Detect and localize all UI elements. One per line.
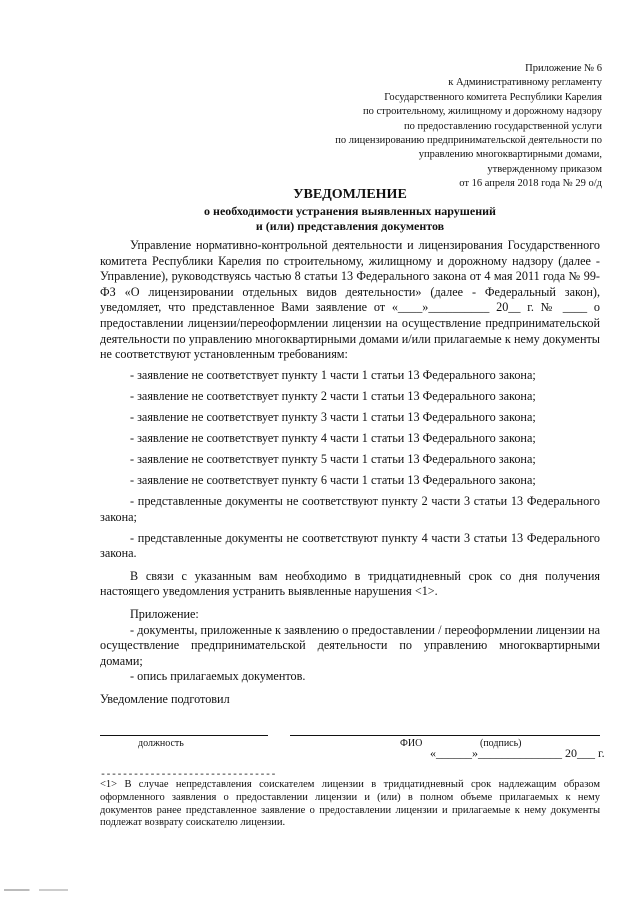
prepared-by-label: Уведомление подготовил	[100, 691, 230, 706]
header-line: к Административному регламенту	[448, 77, 602, 89]
requirement-item: - заявление не соответствует пункту 5 части 1 статьи 13 Федерального закона;	[130, 452, 536, 467]
scan-artifact	[4, 889, 68, 891]
requirement-item: - представленные документы не соответствуют пункту 2 части 3 статьи 13 Федерального закона;	[100, 494, 600, 524]
position-line	[100, 735, 268, 736]
document-body	[100, 238, 600, 708]
attachment-title: Приложение:	[130, 607, 199, 621]
intro-paragraph: Управление нормативно-контрольной деятельности и лицензирования Государственного комитета Республики Карелия по строительному, жилищному и дорожному надзору (далее - Управление), руководствуясь частью 8 статьи 13 Федерального закона от 4 мая 2011 года № 99-ФЗ «О лицензировании отдельных видов деятельности» (далее - Федеральный закон), уведомляет, что представленное Вами заявление от «____»__________ 20__ г. № ____ о предоставлении лицензии/переоформлении лицензии на осуществление предпринимательской деятельности по управлению многоквартирными домами и/или прилагаемые к нему документы не соответствуют установленным требованиям:	[100, 238, 600, 362]
title-main: УВЕДОМЛЕНИЕ	[293, 187, 407, 202]
fio-signature-line	[290, 735, 600, 736]
requirement-item: - заявление не соответствует пункту 2 части 1 статьи 13 Федерального закона;	[130, 389, 536, 404]
header-line: по предоставлению государственной услуги	[404, 120, 602, 132]
footnote-separator: --------------------------------	[100, 770, 277, 781]
header-line: утвержденному приказом	[487, 163, 602, 175]
footnote-text: <1> В случае непредставления соискателем лицензии в тридцатидневный срок надлежащим образом оформленного заявления о предоставлении лицензии и (или) в полном объеме прилагаемых к нему документов ранее представленное заявление о предоставлении лицензии и прилагаемые к нему документы подлежат возврату соискателю лицензии.	[100, 779, 600, 829]
attachment-item: - документы, приложенные к заявлению о предоставлении / переоформлении лицензии на осуществление предпринимательской деятельности по управлению многоквартирными домами;	[100, 622, 600, 668]
attachment-item: - опись прилагаемых документов.	[130, 669, 306, 684]
requirement-item: - заявление не соответствует пункту 1 части 1 статьи 13 Федерального закона;	[130, 368, 536, 383]
position-label: должность	[138, 738, 184, 749]
requirement-item: - представленные документы не соответствуют пункту 4 части 3 статьи 13 Федерального закона.	[100, 530, 600, 561]
conclusion-paragraph: В связи с указанным вам необходимо в тридцатидневный срок со дня получения настоящего уведомления устранить выявленные нарушения <1>.	[100, 568, 600, 599]
header-line: по строительному, жилищному и дорожному надзору	[362, 106, 602, 118]
signature-label: (подпись)	[480, 738, 522, 749]
header-line: по лицензированию предпринимательской деятельности по	[335, 135, 602, 147]
requirement-item: - заявление не соответствует пункту 3 части 1 статьи 13 Федерального закона;	[130, 410, 536, 425]
footnote	[100, 779, 600, 830]
requirement-item: - заявление не соответствует пункту 4 части 1 статьи 13 Федерального закона;	[130, 431, 536, 446]
document-title	[100, 186, 600, 233]
signature-block	[100, 726, 605, 766]
title-subtitle-2: и (или) представления документов	[255, 218, 445, 233]
requirement-item: - заявление не соответствует пункту 6 части 1 статьи 13 Федерального закона;	[130, 473, 536, 488]
header-line: управлению многоквартирными домами,	[418, 149, 602, 161]
title-subtitle-1: о необходимости устранения выявленных нарушений	[204, 204, 496, 218]
appendix-header	[302, 62, 602, 192]
fio-label: ФИО	[400, 738, 423, 749]
header-line: Государственного комитета Республики Карелия	[384, 91, 602, 103]
header-line: Приложение № 6	[525, 63, 602, 74]
date-line: «______»______________ 20___ г.	[430, 746, 605, 760]
header-line: от 16 апреля 2018 года № 29 о/д	[459, 178, 602, 190]
